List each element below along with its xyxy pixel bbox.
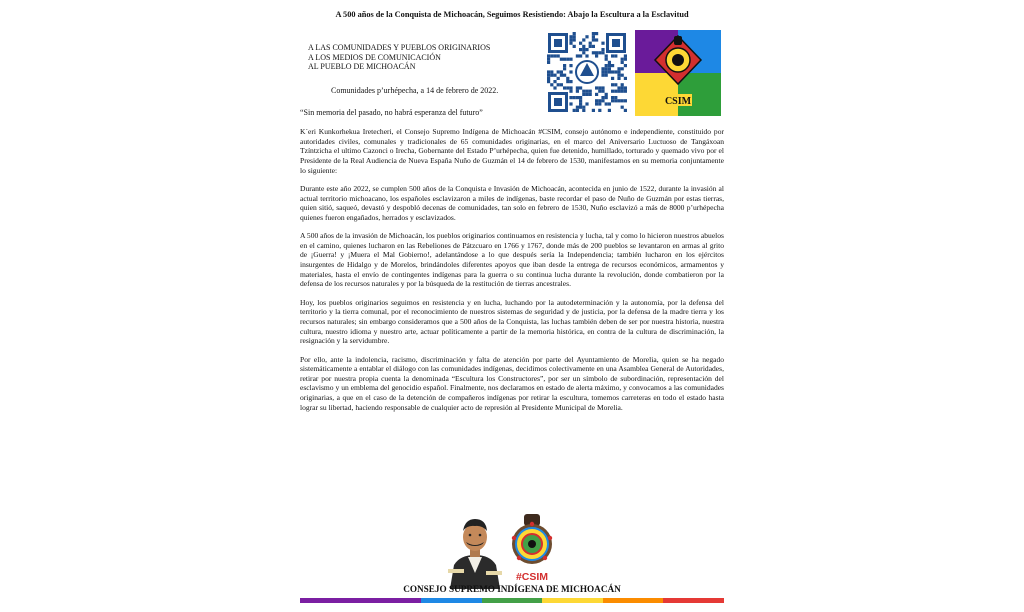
addressee-line: A LOS MEDIOS DE COMUNICACIÓN xyxy=(308,52,441,62)
paragraph: K´eri Kunkorhekua Iretecheri, el Consejo Supremo Indígena de Michoacán #CSIM, consejo autónomo e independiente, constituido por autoridades civiles, comunales y tradicionales de 65 comunidades originarias, en el marco del Aniversario Luctuoso de Tangáxoan Tzíntzicha el ultimo Cazonci o Irecha, Gobernante del Estado P’urhépecha, quien fue detenido, humillado, torturado y quemado vivo por el Presidente de la Real Audiencia de Nueva España Nuño de Guzmán el 14 de febrero de 1530, manifestamos en su memoria conjuntamente lo siguiente: xyxy=(300,127,724,175)
color-stripe xyxy=(663,598,724,603)
portrait-icon xyxy=(446,513,504,589)
document-title: A 500 años de la Conquista de Michoacán, Seguimos Resistiendo: Abajo la Escultura a la Esclavitud xyxy=(335,10,689,19)
csim-emblem-icon xyxy=(507,512,557,590)
color-stripe xyxy=(300,598,361,603)
paragraph: A 500 años de la invasión de Michoacán, los pueblos originarios continuamos en resistencia y lucha, tal y como lo hicieron nuestros abuelos en el camino, quienes lucharon en las Rebeliones de Pátzcuaro en 1766 y 1767, donde más de 200 pueblos se levantaron en armas al grito de ¡Guerra! y ¡Muera el Mal Gobierno!, adelantándose a lo que después sería la Independencia; también lucharon en los ejércitos insurgentes de Hidalgo y de Morelos, brindándoles diferentes apoyos que iban desde la entrega de recursos económicos, armamentos y materiales, hasta el envío de contingentes indígenas para la guerra o su continua lucha durante la revolución, donde combatieron por la defensa de los recursos naturales y por la búsqueda de la restitución de tierras ancestrales. xyxy=(300,231,724,289)
color-stripe xyxy=(482,598,543,603)
body-text xyxy=(300,127,724,421)
addressee-line: A LAS COMUNIDADES Y PUEBLOS ORIGINARIOS xyxy=(308,43,491,52)
csim-flag-icon xyxy=(635,30,721,116)
footer-color-bar xyxy=(300,598,724,603)
addressee-block xyxy=(308,43,490,72)
color-stripe xyxy=(361,598,422,603)
flag-text: CSIM xyxy=(664,96,692,107)
color-stripe xyxy=(421,598,482,603)
paragraph: Hoy, los pueblos originarios seguimos en resistencia y en lucha, luchando por la autodeterminación y la autonomía, por la defensa del territorio y la tierra comunal, por el reconocimiento de nuestros sistemas de seguridad y de justicia, por la defensa de la madre tierra y los recursos naturales; sin embargo consideramos que a 500 años de la Conquista, las luchas también deben de ser por nuestra historia, nuestra cultura, nuestro idioma y nuestro arte, actuar políticamente a partir de la memoria histórica, en contra de la cultura de discriminación, la resignación y la servidumbre. xyxy=(300,297,724,346)
addressee-line: AL PUEBLO DE MICHOACÁN xyxy=(308,62,416,72)
footer-signature: CONSEJO SUPREMO INDÍGENA DE MICHOACÁN xyxy=(403,584,621,594)
paragraph: Por ello, ante la indolencia, racismo, discriminación y falta de atención por parte del Ayuntamiento de Morelia, quien se ha negado sistemáticamente a entablar el diálogo con las comunidades indígenas, decidimos colectivamente en una Asamblea General de Autoridades, retirar por nuestra propia cuenta la denominada “Escultura los Constructores”, por ser un símbolo de subordinación, representación del esclavismo y un emblema del genocidio español. Finalmente, nos declaramos en estado de alerta máximo, y convocamos a las comunidades originarias, a que en el caso de la detención de compañeros indígenas por retirar la escultura, tomemos carreteras en todo el estado hasta lograr su libertad, haciendo responsable de cualquier acto de represión al Presidente Municipal de Morelia. xyxy=(300,354,724,412)
qr-code-icon xyxy=(547,32,627,113)
emblem-text: #CSIM xyxy=(515,571,549,583)
color-stripe xyxy=(542,598,603,603)
paragraph: Durante este año 2022, se cumplen 500 años de la Conquista e Invasión de Michoacán, acontecida en junio de 1522, durante la invasión al actual territorio michoacano, los españoles esclavizaron a miles de indígenas, baste recordar el paso de Nuño de Guzmán por estas tierras, quien sitió, saqueó, devastó y despobló decenas de comunidades, tan solo en febrero de 1530, Nuño esclavizó a más de 8000 p’urhépecha quienes fueron engañados, herrados y esclavizados. xyxy=(300,183,724,222)
place-date: Comunidades p’urhépecha, a 14 de febrero de 2022. xyxy=(331,86,499,95)
color-stripe xyxy=(603,598,664,603)
epigraph: “Sin memoria del pasado, no habrá esperanza del futuro” xyxy=(300,108,483,117)
document-page xyxy=(300,0,724,612)
